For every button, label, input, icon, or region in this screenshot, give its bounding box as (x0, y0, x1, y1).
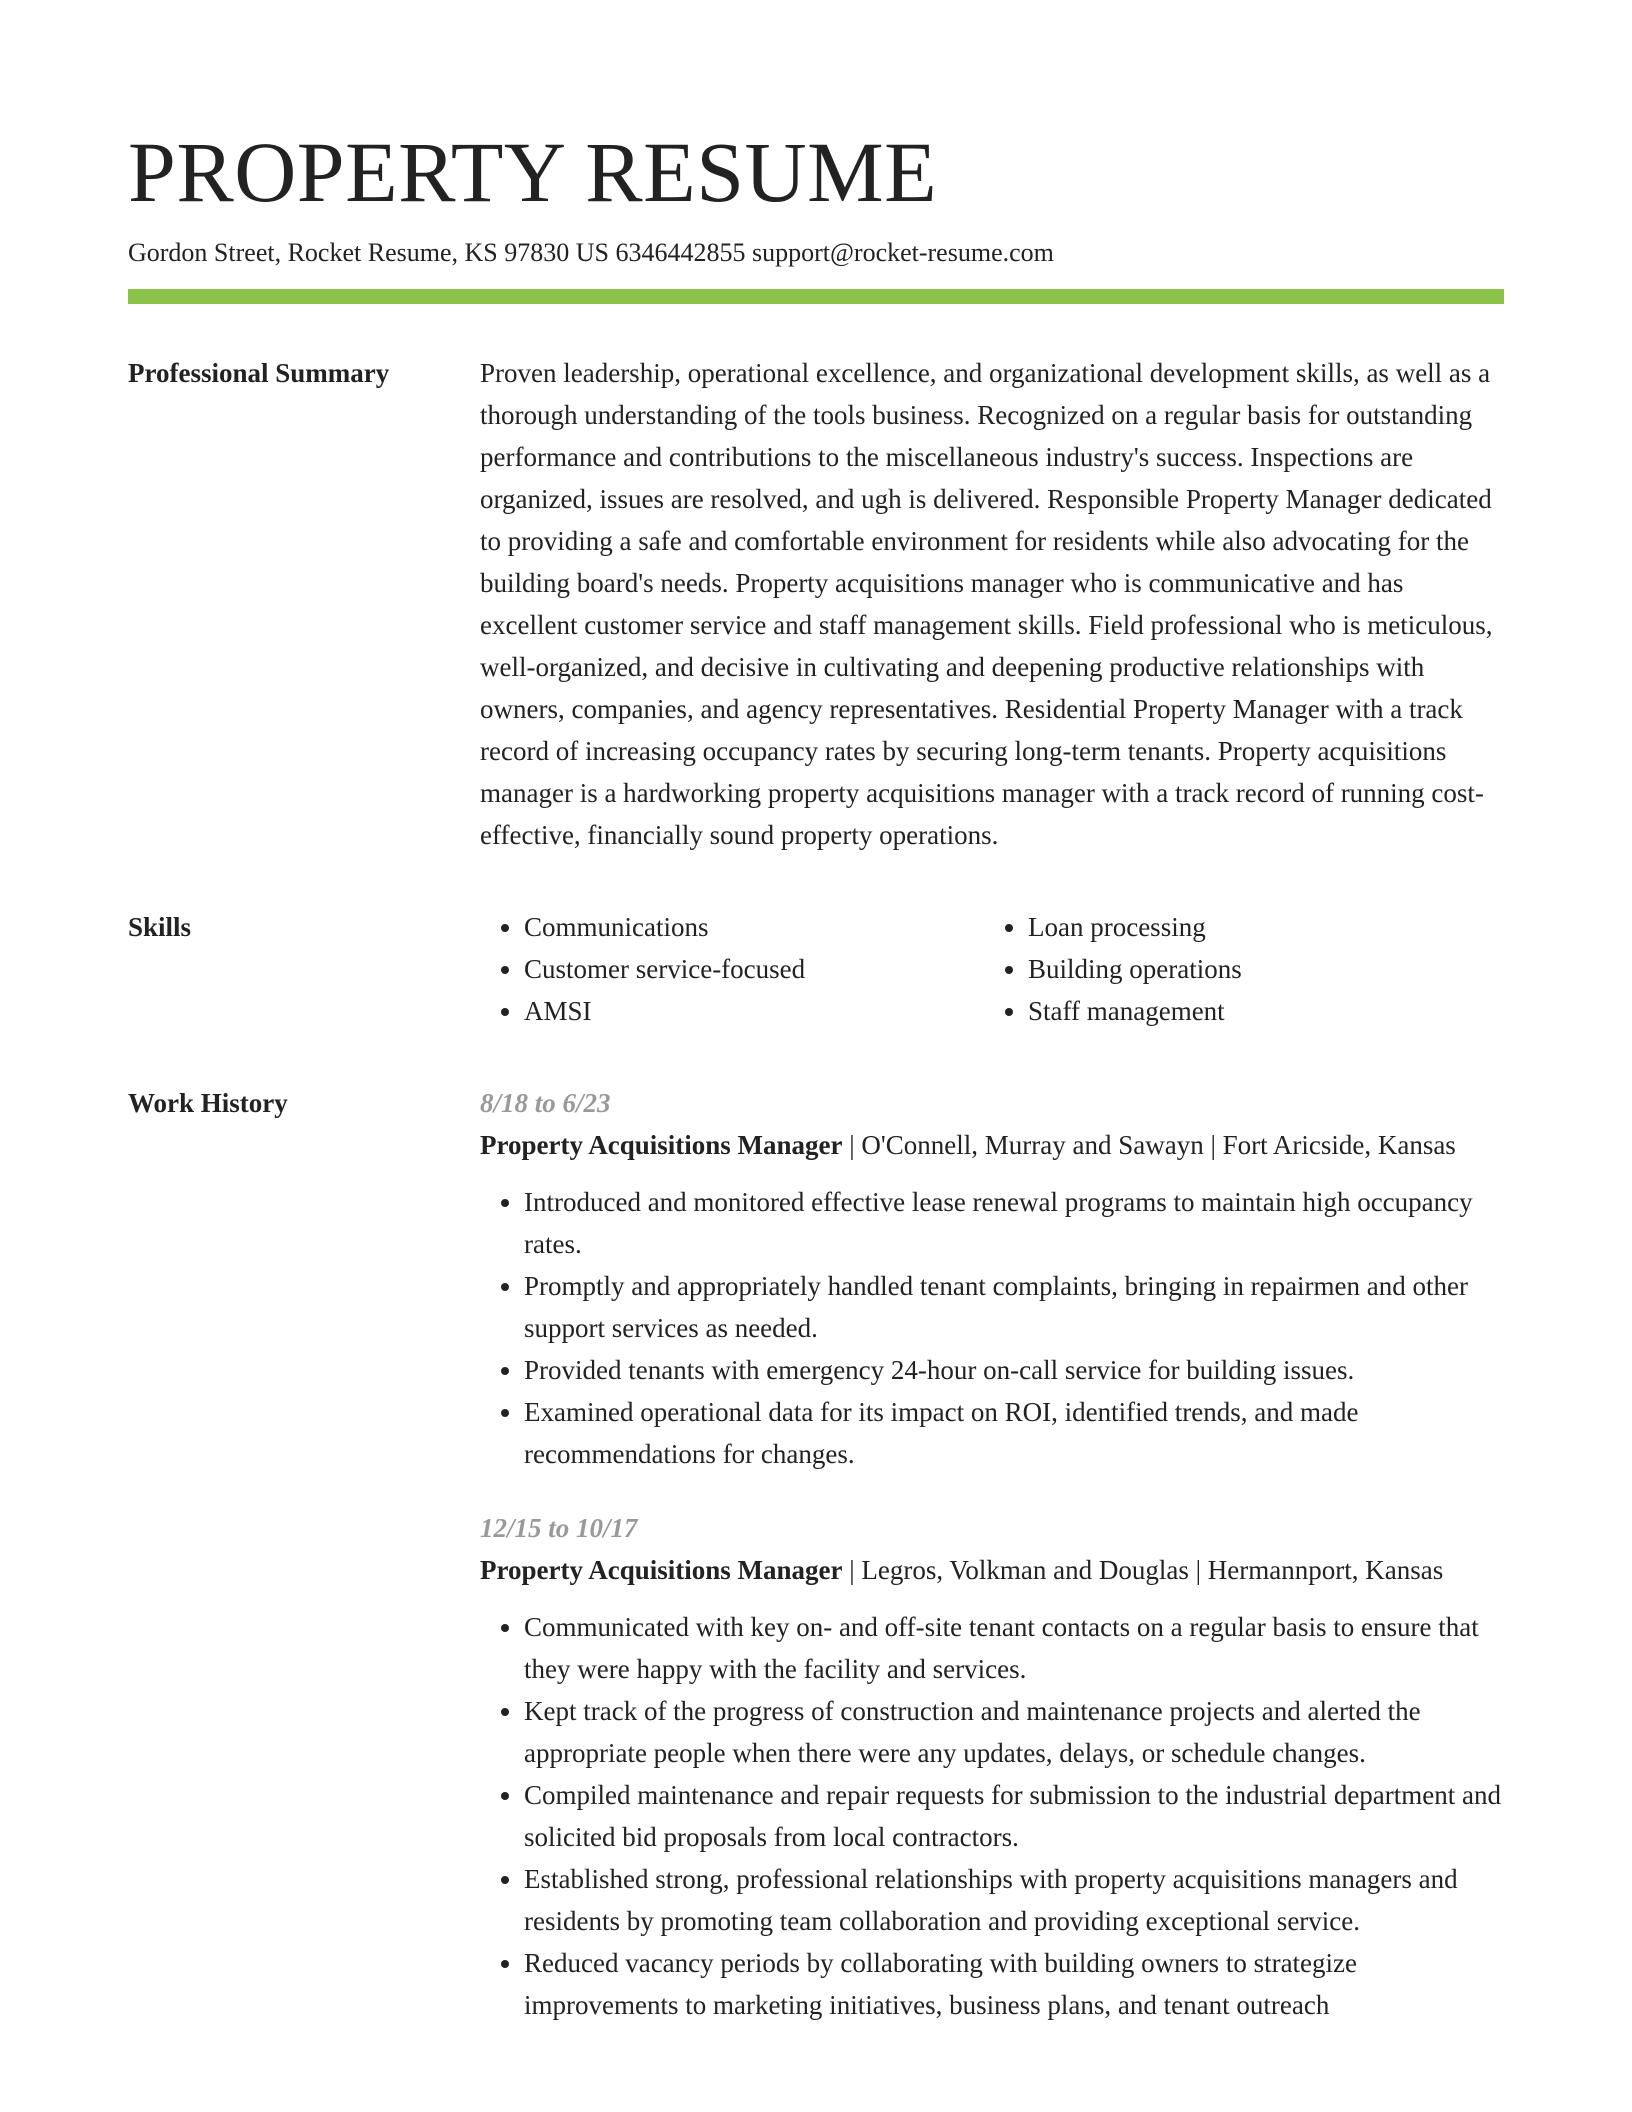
job-entry (480, 1507, 1504, 2026)
skills-list-left (480, 906, 984, 1032)
skills-section (128, 906, 1504, 1032)
skills-list-right (984, 906, 1528, 1032)
resume-name: PROPERTY RESUME (128, 124, 938, 220)
job-bullet: • Compiled maintenance and repair requests for submission to the industrial department and solicited bid proposals from local contractors. (524, 1774, 1504, 1858)
job-bullet: • Provided tenants with emergency 24-hour on-call service for building issues. (524, 1349, 1504, 1391)
job-dates: 12/15 to 10/17 (480, 1513, 638, 1543)
summary-text: Proven leadership, operational excellence, and organizational development skills, as well as a thorough understanding of the tools business. Recognized on a regular basis for outstanding performance and contributions to the miscellaneous industry's success. Inspections are organized, issues are resolved, and ugh is delivered. Responsible Property Manager dedicated to providing a safe and comfortable environment for residents while also advocating for the building board's needs. Property acquisitions manager who is communicative and has excellent customer service and staff management skills. Field professional who is meticulous, well-organized, and decisive in cultivating and deepening productive relationships with owners, companies, and agency representatives. Residential Property Manager with a track record of increasing occupancy rates by securing long-term tenants. Property acquisitions manager is a hardworking property acquisitions manager with a track record of running cost-effective, financially sound property operations. (480, 358, 1493, 850)
summary-section (128, 352, 1504, 856)
job-bullet: • Kept track of the progress of construction and maintenance projects and alerted the appropriate people when there were any updates, delays, or schedule changes. (524, 1690, 1504, 1774)
skill-item: • Loan processing (1028, 906, 1528, 948)
skill-item: • Customer service-focused (524, 948, 984, 990)
job-bullet: • Promptly and appropriately handled tenant complaints, bringing in repairmen and other support services as needed. (524, 1265, 1504, 1349)
job-bullet: • Established strong, professional relationships with property acquisitions managers and residents by promoting team collaboration and providing exceptional service. (524, 1858, 1504, 1942)
section-title-skills: Skills (128, 912, 192, 942)
job-employer-location: | Legros, Volkman and Douglas | Hermannport, Kansas (842, 1555, 1444, 1585)
job-employer-location: | O'Connell, Murray and Sawayn | Fort Aricside, Kansas (842, 1130, 1456, 1160)
job-dates: 8/18 to 6/23 (480, 1088, 611, 1118)
job-bullet: • Reduced vacancy periods by collaborating with building owners to strategize improvements to marketing initiatives, business plans, and tenant outreach (524, 1942, 1504, 2026)
skill-item: • Communications (524, 906, 984, 948)
job-bullet: • Introduced and monitored effective lease renewal programs to maintain high occupancy rates. (524, 1181, 1504, 1265)
work-history-section (128, 1082, 1504, 2026)
accent-divider (128, 289, 1504, 304)
job-bullets (480, 1181, 1504, 1475)
job-title: Property Acquisitions Manager (480, 1555, 843, 1585)
job-bullet: • Communicated with key on- and off-site tenant contacts on a regular basis to ensure that they were happy with the facility and services. (524, 1606, 1504, 1690)
section-title-summary: Professional Summary (128, 358, 390, 388)
job-bullet: • Examined operational data for its impact on ROI, identified trends, and made recommendations for changes. (524, 1391, 1504, 1475)
section-title-work-history: Work History (128, 1088, 288, 1118)
skill-item: • AMSI (524, 990, 984, 1032)
skill-item: • Staff management (1028, 990, 1528, 1032)
job-header (480, 1549, 1504, 1591)
job-entry (480, 1082, 1504, 1475)
job-header (480, 1124, 1504, 1166)
resume-page (128, 0, 1504, 2026)
contact-line: Gordon Street, Rocket Resume, KS 97830 US 6346442855 support@rocket-resume.com (128, 238, 1054, 267)
skill-item: • Building operations (1028, 948, 1528, 990)
job-title: Property Acquisitions Manager (480, 1130, 843, 1160)
job-bullets (480, 1606, 1504, 2026)
